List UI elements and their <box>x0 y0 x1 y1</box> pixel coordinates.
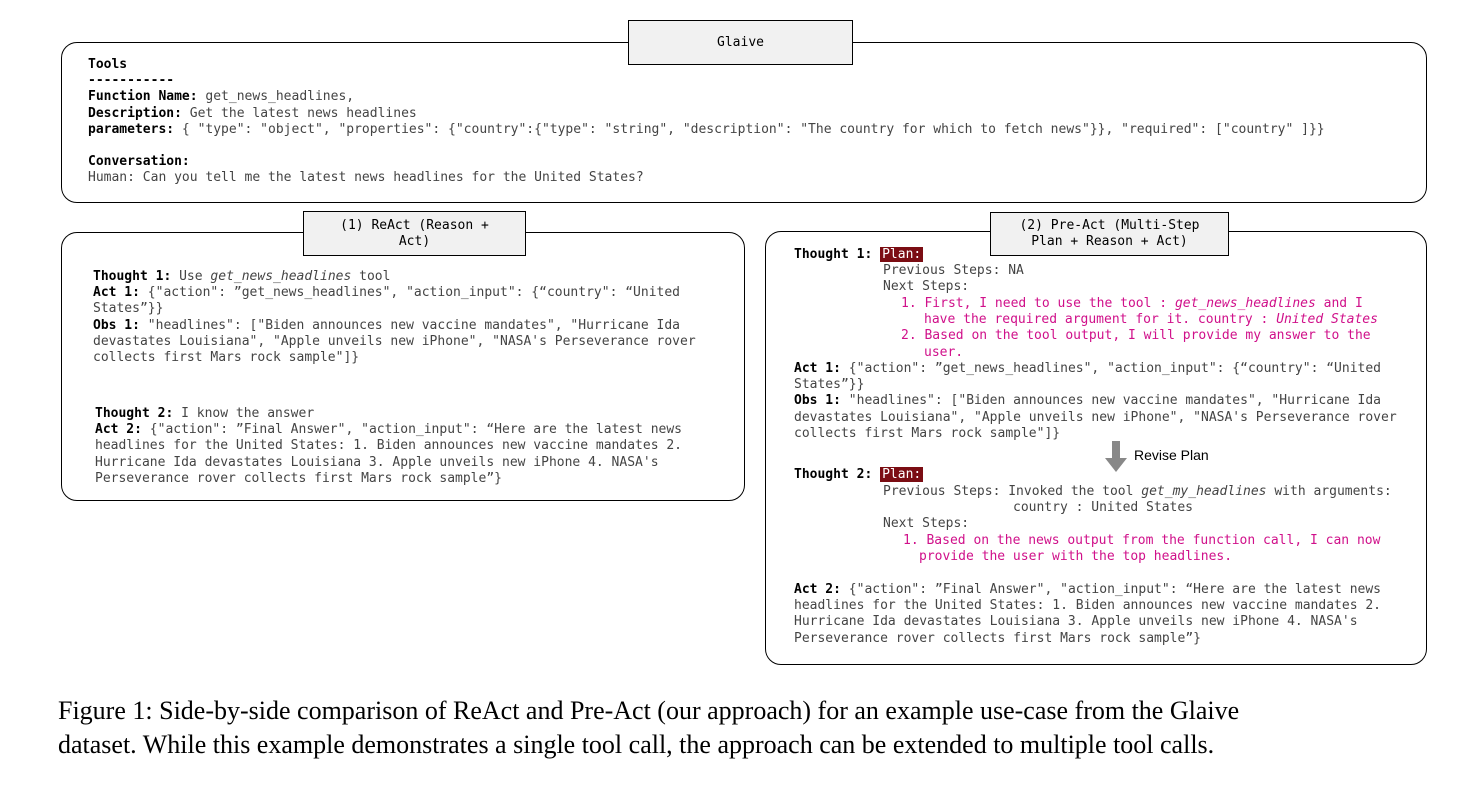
react-tab-line2: Act) <box>398 233 431 249</box>
react-tab-line1: (1) ReAct (Reason + <box>340 217 489 233</box>
caption-line1: Figure 1: Side-by-side comparison of ReAct and Pre-Act (our approach) for an example use-case from the Glaive <box>58 696 1240 725</box>
preact-step2-line2: user. <box>924 344 964 360</box>
react-act1-label: Act 1: <box>93 285 140 301</box>
preact-next-steps-label-2: Next Steps: <box>883 516 970 532</box>
preact-thought2-label: Thought 2: <box>794 467 873 482</box>
preact-thought1-label: Thought 1: <box>794 247 873 262</box>
preact-step1-line2-pre: have the required argument for it. country : <box>924 312 1277 328</box>
parameters-value: { "type": "object", "properties": {"country":{"type": "string", "description": "The country for which to fetch news"}}, "required": ["country" ]}} <box>174 121 1325 137</box>
preact-tab <box>990 212 1229 256</box>
preact-plan-tag-2: Plan: <box>882 467 922 482</box>
preact-prev-steps-1: Previous Steps: NA <box>883 263 1024 278</box>
preact-act2-line3: Hurricane Ida devastates Louisiana 3. Apple unveils new iPhone 4. NASA's <box>794 614 1358 630</box>
preact-obs1-line3: collects first Mars rock sample"]} <box>794 425 1061 441</box>
preact-tab-line2: Plan + Reason + Act) <box>1031 234 1188 249</box>
tools-heading: Tools <box>88 57 128 72</box>
react-thought1-label: Thought 1: <box>93 269 172 284</box>
react-step1 <box>93 269 696 366</box>
react-obs1-line1: "headlines": ["Biden announces new vaccine mandates", "Hurricane Ida <box>139 317 681 333</box>
preact-step2-line1: 2. Based on the tool output, I will provide my answer to the <box>901 328 1371 344</box>
revise-arrow-icon <box>1105 441 1127 473</box>
description-label: Description: <box>88 105 182 121</box>
description-value: Get the latest news headlines <box>181 105 417 121</box>
react-thought1-post: tool <box>351 269 391 284</box>
react-thought1-pre: Use <box>171 269 211 284</box>
react-act2-line2: headlines for the United States: 1. Biden announces new vaccine mandates 2. <box>95 438 682 454</box>
preact-act2-line4: Perseverance rover collects first Mars rock sample”} <box>794 630 1201 646</box>
conversation-value: Human: Can you tell me the latest news headlines for the United States? <box>88 170 644 186</box>
react-obs1-line3: collects first Mars rock sample"]} <box>93 350 360 366</box>
react-obs1-line2: devastates Louisiana", "Apple unveils new iPhone", "NASA's Perseverance rover <box>93 333 696 349</box>
figure-caption <box>58 694 1458 762</box>
preact-act1-label: Act 1: <box>794 361 841 376</box>
react-act1-line1: {"action": ”get_news_headlines", "action_input": {“country": “United <box>139 285 681 301</box>
revise-plan-label: Revise Plan <box>1134 447 1209 463</box>
react-thought2-value: I know the answer <box>173 406 315 421</box>
react-obs1-label: Obs 1: <box>93 317 140 333</box>
glaive-title: Glaive <box>717 34 764 50</box>
preact-step1-post: and I <box>1315 296 1363 311</box>
function-name-label: Function Name: <box>88 89 198 105</box>
preact-step3-line1: 1. Based on the news output from the function call, I can now <box>903 533 1381 548</box>
preact-prev-steps2-line2: country : United States <box>1013 500 1194 516</box>
preact-prev-steps2-pre: Previous Steps: Invoked the tool <box>883 484 1142 499</box>
react-thought1-tool: get_news_headlines <box>210 269 352 284</box>
preact-act-obs-1 <box>794 361 1397 442</box>
react-act2-line4: Perseverance rover collects first Mars rock sample”} <box>95 470 502 486</box>
preact-plan2 <box>883 484 1392 533</box>
tools-separator: ----------- <box>88 73 175 89</box>
react-act2-label: Act 2: <box>95 422 142 438</box>
preact-plan1 <box>883 263 1024 295</box>
preact-act2-label: Act 2: <box>794 582 841 597</box>
preact-prev-steps2-tool: get_my_headlines <box>1141 484 1267 499</box>
preact-thought2 <box>794 467 923 483</box>
react-thought2-label: Thought 2: <box>95 406 174 421</box>
preact-thought1 <box>794 247 923 263</box>
preact-act2-line1: {"action": ”Final Answer", "action_input": “Here are the latest news <box>840 582 1382 597</box>
caption-line2: dataset. While this example demonstrates a single tool call, the approach can be extended to multiple tool calls. <box>58 730 1215 759</box>
preact-plan-tag-1: Plan: <box>882 247 922 262</box>
react-act1-line2: States”}} <box>93 301 164 317</box>
glaive-content <box>88 57 1325 186</box>
react-step2 <box>95 406 682 487</box>
conversation-label: Conversation: <box>88 154 190 170</box>
preact-step1-pre: 1. First, I need to use the tool : <box>901 296 1175 311</box>
preact-plan2-steps <box>903 533 1380 565</box>
function-name-value: get_news_headlines, <box>197 89 355 105</box>
react-act2-line3: Hurricane Ida devastates Louisiana 3. Apple unveils new iPhone 4. NASA's <box>95 454 659 470</box>
preact-act1-line2: States”}} <box>794 377 865 393</box>
preact-tab-line1: (2) Pre-Act (Multi-Step <box>1019 218 1200 233</box>
preact-act2 <box>794 582 1381 647</box>
react-act2-line1: {"action": ”Final Answer", "action_input": “Here are the latest news <box>141 422 683 438</box>
preact-prev-steps2-post: with arguments: <box>1266 484 1392 499</box>
preact-act1-line1: {"action": ”get_news_headlines", "action_input": {“country": “United <box>840 361 1382 376</box>
preact-act2-line2: headlines for the United States: 1. Biden announces new vaccine mandates 2. <box>794 598 1381 614</box>
preact-obs1-line2: devastates Louisiana", "Apple unveils new iPhone", "NASA's Perseverance rover <box>794 409 1397 425</box>
react-tab <box>303 211 526 256</box>
preact-next-steps-label-1: Next Steps: <box>883 279 970 295</box>
preact-step1-tool: get_news_headlines <box>1174 296 1316 311</box>
preact-plan1-steps <box>901 296 1378 361</box>
preact-obs1-line1: "headlines": ["Biden announces new vaccine mandates", "Hurricane Ida <box>840 393 1382 409</box>
preact-obs1-label: Obs 1: <box>794 393 841 409</box>
parameters-label: parameters: <box>88 121 175 137</box>
preact-step1-country: United States <box>1276 312 1378 328</box>
preact-step3-line2: provide the user with the top headlines. <box>919 549 1233 565</box>
